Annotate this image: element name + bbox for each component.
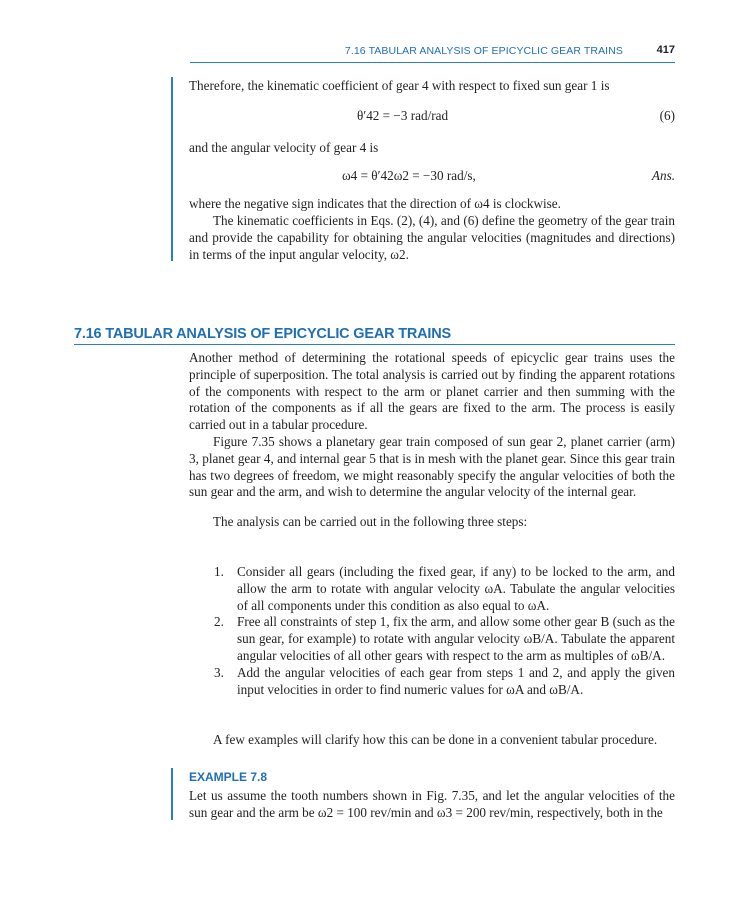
equation-answer-expression: ω4 = θ′42ω2 = −30 rad/s, — [342, 168, 476, 183]
section-paragraph-figure: Figure 7.35 shows a planetary gear train composed of sun gear 2, planet carrier (arm) 3, planet gear 4, and internal gear 5 that is in mesh with the planet gear. Since this gear train has two degrees of freedom, we might reasonably specify the angular velocities of both the sun gear and the arm, and wish to determine the angular velocity of the internal gear. — [189, 434, 675, 500]
section-heading-text: 7.16 TABULAR ANALYSIS OF EPICYCLIC GEAR TRAINS — [74, 326, 451, 342]
paragraph-negative-sign: where the negative sign indicates that the direction of ω4 is clockwise. — [189, 196, 561, 211]
section-heading — [74, 325, 675, 345]
paragraph-kinematic-coefficient: Therefore, the kinematic coefficient of gear 4 with respect to fixed sun gear 1 is — [189, 78, 610, 93]
answer-label: Ans. — [651, 168, 675, 183]
step-item — [214, 564, 675, 614]
step-item — [214, 614, 675, 664]
step-number: 3. — [214, 664, 224, 680]
page-number: 417 — [656, 44, 675, 56]
example-heading: EXAMPLE 7.8 — [189, 770, 268, 784]
equation-6-number: (6) — [659, 108, 675, 123]
section-paragraph-steps-intro: The analysis can be carried out in the following three steps: — [213, 514, 528, 529]
paragraph-kinematic-coefficients: The kinematic coefficients in Eqs. (2), (4), and (6) define the geometry of the gear train and provide the capability for obtaining the angular velocities (magnitudes and directions) in terms of the input angular velocity, ω2. — [189, 213, 675, 262]
step-text: Free all constraints of step 1, fix the arm, and allow some other gear B (such as the sun gear, for example) to rotate with angular velocity ωB/A. Tabulate the apparent angular velocities of all other gears with respect to the arm as multiples of ωB/A. — [237, 614, 675, 663]
section-paragraph-superposition: Another method of determining the rotational speeds of epicyclic gear trains uses the principle of superposition. The total analysis is carried out by finding the apparent rotations of the components with respect to the arm or planet carrier and then summing with the rotation of the components as if all the gears are fixed to the arm. The process is easily carried out in a tabular procedure. — [189, 350, 675, 433]
step-number: 2. — [214, 614, 224, 630]
step-text: Consider all gears (including the fixed gear, if any) to be locked to the arm, and allow the arm to rotate with angular velocity ωA. Tabulate the angular velocities of all components under this condition as also equal to ωA. — [237, 564, 675, 613]
step-text: Add the angular velocities of each gear from steps 1 and 2, and apply the given input velocities in order to find numeric values for ωA and ωB/A. — [237, 664, 675, 697]
equation-answer — [189, 168, 675, 186]
change-bar-top — [171, 77, 173, 261]
equation-6-expression: θ′42 = −3 rad/rad — [357, 108, 449, 123]
closing-paragraph: A few examples will clarify how this can be done in a convenient tabular procedure. — [213, 732, 658, 747]
step-item — [214, 665, 675, 699]
running-head-title: 7.16 TABULAR ANALYSIS OF EPICYCLIC GEAR TRAINS — [344, 45, 623, 57]
running-head — [190, 44, 675, 63]
steps-list — [214, 564, 675, 698]
equation-6 — [189, 108, 675, 126]
change-bar-example — [171, 768, 173, 820]
example-paragraph: Let us assume the tooth numbers shown in Fig. 7.35, and let the angular velocities of the sun gear and the arm be ω2 = 100 rev/min and ω3 = 200 rev/min, respectively, both in the — [189, 788, 675, 820]
paragraph-angular-velocity: and the angular velocity of gear 4 is — [189, 140, 379, 155]
step-number: 1. — [214, 564, 224, 579]
